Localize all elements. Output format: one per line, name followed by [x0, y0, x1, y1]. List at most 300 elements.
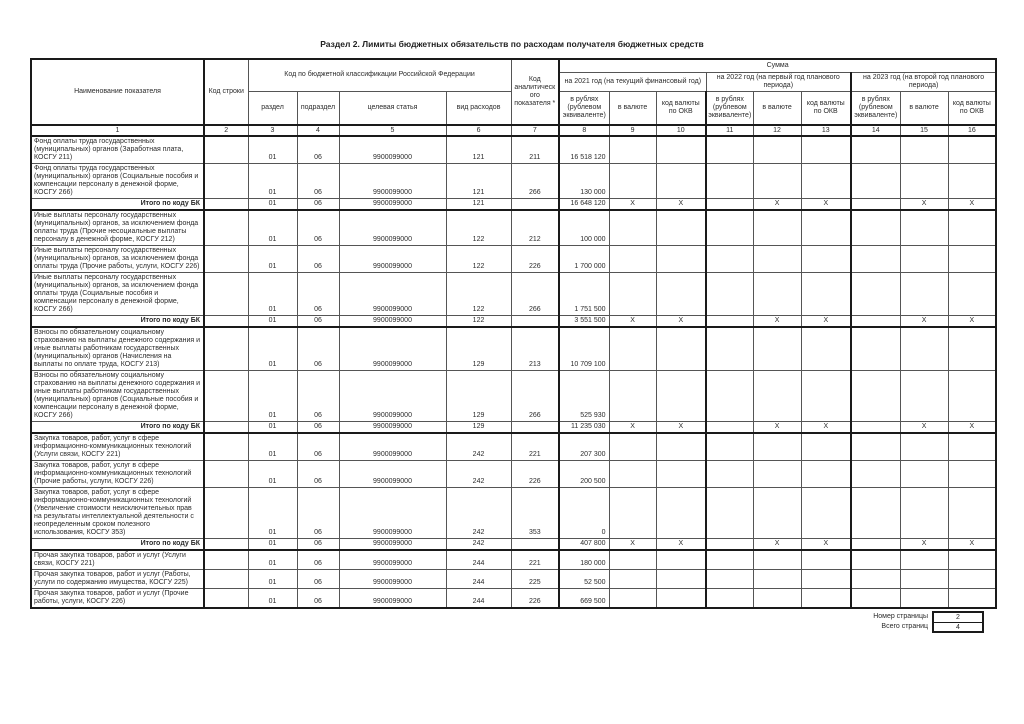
cell-col-16: [948, 570, 996, 589]
header-year-2021: на 2021 год (на текущий финансовый год): [559, 72, 706, 91]
col-number-2: 2: [204, 125, 248, 136]
cell-col-7: 226: [511, 246, 559, 273]
cell-col-7: 212: [511, 210, 559, 246]
cell-col-9: X: [609, 422, 656, 434]
cell-col-6: 242: [446, 488, 511, 539]
col-number-1: 1: [31, 125, 204, 136]
cell-indicator-name: Прочая закупка товаров, работ и услуг (Прочие работы, услуги, КОСГУ 226): [31, 589, 204, 609]
cell-indicator-name: Иные выплаты персоналу государственных (муниципальных) органов, за исключением фонда оплаты труда (Прочие несоциальные выплаты персоналу в денежной форме, КОСГУ 212): [31, 210, 204, 246]
cell-col-7: 221: [511, 550, 559, 570]
cell-col-5: 9900099000: [339, 164, 446, 199]
header-rub-2022: в рублях (рублевом эквиваленте): [706, 91, 753, 125]
cell-col-2: [204, 461, 248, 488]
header-sum-group: Сумма: [559, 59, 996, 72]
cell-col-5: 9900099000: [339, 550, 446, 570]
cell-col-13: X: [801, 422, 851, 434]
cell-col-11: [706, 550, 753, 570]
cell-col-13: [801, 589, 851, 609]
cell-col-6: 121: [446, 164, 511, 199]
cell-col-7: 213: [511, 327, 559, 371]
cell-col-10: [656, 210, 706, 246]
cell-col-15: [900, 433, 948, 461]
cell-col-4: 06: [297, 488, 339, 539]
cell-col-3: 01: [248, 589, 297, 609]
cell-col-13: [801, 371, 851, 422]
cell-col-6: 129: [446, 371, 511, 422]
table-row: [31, 570, 996, 589]
cell-col-9: [609, 136, 656, 164]
cell-col-8: 3 551 500: [559, 316, 609, 328]
cell-col-9: [609, 246, 656, 273]
col-number-7: 7: [511, 125, 559, 136]
cell-col-15: [900, 210, 948, 246]
cell-col-16: [948, 136, 996, 164]
cell-col-16: [948, 210, 996, 246]
cell-col-16: X: [948, 199, 996, 211]
cell-col-12: X: [753, 422, 801, 434]
cell-col-10: [656, 461, 706, 488]
header-okv-2021: код валюты по ОКВ: [656, 91, 706, 125]
cell-col-10: [656, 164, 706, 199]
cell-col-11: [706, 422, 753, 434]
cell-col-16: [948, 371, 996, 422]
cell-col-3: 01: [248, 136, 297, 164]
cell-col-12: X: [753, 316, 801, 328]
cell-col-14: [851, 371, 900, 422]
cell-col-11: [706, 246, 753, 273]
cell-col-10: [656, 273, 706, 316]
cell-col-11: [706, 570, 753, 589]
cell-col-14: [851, 199, 900, 211]
cell-col-3: 01: [248, 316, 297, 328]
cell-col-7: 211: [511, 136, 559, 164]
cell-col-16: [948, 550, 996, 570]
cell-col-9: X: [609, 539, 656, 551]
header-name-col: Наименование показателя: [31, 59, 204, 125]
cell-indicator-name: Итого по коду БК: [31, 422, 204, 434]
total-row: [31, 539, 996, 551]
cell-col-13: [801, 273, 851, 316]
cell-col-11: [706, 539, 753, 551]
cell-col-8: 180 000: [559, 550, 609, 570]
header-podrazdel: подраздел: [297, 91, 339, 125]
cell-col-13: X: [801, 539, 851, 551]
table-row: [31, 461, 996, 488]
table-row: [31, 327, 996, 371]
cell-indicator-name: Взносы по обязательному социальному страхованию на выплаты денежного содержания и иные выплаты работникам государственных (муниципальных) органов (Начисления на выплаты по оплате труда, КОСГУ 213): [31, 327, 204, 371]
cell-col-10: X: [656, 199, 706, 211]
cell-col-3: 01: [248, 461, 297, 488]
cell-col-7: 266: [511, 164, 559, 199]
cell-col-13: [801, 433, 851, 461]
col-number-9: 9: [609, 125, 656, 136]
col-number-8: 8: [559, 125, 609, 136]
cell-col-15: [900, 327, 948, 371]
cell-col-6: 121: [446, 199, 511, 211]
header-okv-2023: код валюты по ОКВ: [948, 91, 996, 125]
cell-col-3: 01: [248, 539, 297, 551]
cell-col-3: 01: [248, 570, 297, 589]
cell-col-9: [609, 433, 656, 461]
cell-col-2: [204, 273, 248, 316]
cell-col-11: [706, 589, 753, 609]
cell-col-5: 9900099000: [339, 433, 446, 461]
cell-col-8: 1 751 500: [559, 273, 609, 316]
cell-col-3: 01: [248, 246, 297, 273]
cell-col-13: [801, 164, 851, 199]
cell-col-15: [900, 273, 948, 316]
cell-col-6: 122: [446, 316, 511, 328]
col-number-6: 6: [446, 125, 511, 136]
cell-col-6: 129: [446, 422, 511, 434]
cell-col-5: 9900099000: [339, 199, 446, 211]
cell-col-13: [801, 136, 851, 164]
cell-col-9: [609, 371, 656, 422]
cell-col-16: [948, 589, 996, 609]
cell-col-7: 226: [511, 589, 559, 609]
page-number-value: 2: [956, 614, 960, 621]
cell-col-5: 9900099000: [339, 327, 446, 371]
cell-col-16: [948, 461, 996, 488]
cell-col-11: [706, 433, 753, 461]
header-year-2022: на 2022 год (на первый год планового периода): [706, 72, 851, 91]
cell-col-6: 244: [446, 550, 511, 570]
cell-col-13: [801, 327, 851, 371]
cell-col-4: 06: [297, 570, 339, 589]
header-line-code-col: Код строки: [204, 59, 248, 125]
cell-indicator-name: Иные выплаты персоналу государственных (муниципальных) органов, за исключением фонда оплаты труда (Социальные пособия и компенсации персоналу в денежной форме, КОСГУ 266): [31, 273, 204, 316]
total-pages-label: Всего страниц: [881, 623, 928, 630]
cell-col-15: [900, 488, 948, 539]
cell-col-9: [609, 589, 656, 609]
header-okv-2022: код валюты по ОКВ: [801, 91, 851, 125]
cell-col-4: 06: [297, 550, 339, 570]
header-currency-2022: в валюте: [753, 91, 801, 125]
cell-col-7: 266: [511, 273, 559, 316]
cell-col-14: [851, 136, 900, 164]
cell-col-2: [204, 539, 248, 551]
cell-col-6: 244: [446, 589, 511, 609]
cell-indicator-name: Взносы по обязательному социальному страхованию на выплаты денежного содержания и иные выплаты работникам государственных (муниципальных) органов (Социальные пособия и компенсации персоналу в денежной форме, КОСГУ 266): [31, 371, 204, 422]
cell-col-9: X: [609, 316, 656, 328]
cell-col-7: 266: [511, 371, 559, 422]
cell-col-14: [851, 210, 900, 246]
table-body: [31, 136, 996, 608]
header-bk-group: Код по бюджетной классификации Российской Федерации: [248, 59, 511, 91]
cell-col-8: 407 800: [559, 539, 609, 551]
cell-col-10: [656, 433, 706, 461]
cell-indicator-name: Фонд оплаты труда государственных (муниципальных) органов (Заработная плата, КОСГУ 211): [31, 136, 204, 164]
cell-col-14: [851, 539, 900, 551]
header-year-2023: на 2023 год (на второй год планового периода): [851, 72, 996, 91]
cell-col-7: [511, 422, 559, 434]
cell-col-15: X: [900, 539, 948, 551]
cell-col-11: [706, 199, 753, 211]
cell-col-5: 9900099000: [339, 461, 446, 488]
table-row: [31, 164, 996, 199]
cell-col-3: 01: [248, 164, 297, 199]
header-row-numbers: [31, 125, 996, 136]
cell-col-9: [609, 164, 656, 199]
cell-col-6: 122: [446, 210, 511, 246]
cell-indicator-name: Итого по коду БК: [31, 199, 204, 211]
cell-col-7: [511, 316, 559, 328]
col-number-14: 14: [851, 125, 900, 136]
cell-col-10: [656, 570, 706, 589]
cell-col-2: [204, 210, 248, 246]
cell-col-13: [801, 488, 851, 539]
header-currency-2021: в валюте: [609, 91, 656, 125]
cell-col-14: [851, 550, 900, 570]
cell-col-2: [204, 589, 248, 609]
cell-col-12: [753, 210, 801, 246]
header-razdel: раздел: [248, 91, 297, 125]
table-row: [31, 136, 996, 164]
cell-col-12: [753, 488, 801, 539]
cell-col-8: 0: [559, 488, 609, 539]
cell-col-10: [656, 246, 706, 273]
cell-col-8: 52 500: [559, 570, 609, 589]
cell-col-4: 06: [297, 461, 339, 488]
cell-col-2: [204, 199, 248, 211]
cell-col-8: 1 700 000: [559, 246, 609, 273]
cell-col-3: 01: [248, 210, 297, 246]
cell-col-7: 225: [511, 570, 559, 589]
cell-col-6: 242: [446, 539, 511, 551]
cell-col-9: [609, 488, 656, 539]
cell-col-4: 06: [297, 164, 339, 199]
page-title: Раздел 2. Лимиты бюджетных обязательств по расходам получателя бюджетных средств: [320, 39, 704, 49]
cell-indicator-name: Закупка товаров, работ, услуг в сфере информационно-коммуникационных технологий (Увеличение стоимости неисключительных прав на результаты интеллектуальной деятельности с неопределенным сроком полезного использования, КОСГУ 353): [31, 488, 204, 539]
total-row: [31, 199, 996, 211]
cell-col-12: [753, 164, 801, 199]
cell-col-15: [900, 570, 948, 589]
header-target-article: целевая статья: [339, 91, 446, 125]
cell-col-14: [851, 488, 900, 539]
col-number-16: 16: [948, 125, 996, 136]
cell-col-5: 9900099000: [339, 422, 446, 434]
cell-col-4: 06: [297, 273, 339, 316]
cell-col-9: [609, 570, 656, 589]
cell-col-6: 121: [446, 136, 511, 164]
cell-col-3: 01: [248, 371, 297, 422]
cell-col-8: 200 500: [559, 461, 609, 488]
cell-col-12: [753, 136, 801, 164]
col-number-15: 15: [900, 125, 948, 136]
cell-col-16: X: [948, 539, 996, 551]
cell-col-9: [609, 550, 656, 570]
cell-col-2: [204, 164, 248, 199]
cell-col-14: [851, 246, 900, 273]
cell-col-15: [900, 164, 948, 199]
cell-col-16: [948, 164, 996, 199]
cell-indicator-name: Итого по коду БК: [31, 539, 204, 551]
cell-col-12: [753, 327, 801, 371]
cell-col-3: 01: [248, 199, 297, 211]
cell-indicator-name: Прочая закупка товаров, работ и услуг (Работы, услуги по содержанию имущества, КОСГУ 225): [31, 570, 204, 589]
cell-col-5: 9900099000: [339, 136, 446, 164]
page-number-label: Номер страницы: [873, 613, 928, 620]
cell-col-5: 9900099000: [339, 371, 446, 422]
cell-col-12: [753, 570, 801, 589]
cell-col-5: 9900099000: [339, 488, 446, 539]
cell-indicator-name: Иные выплаты персоналу государственных (муниципальных) органов, за исключением фонда оплаты труда (Прочие работы, услуги, КОСГУ 226): [31, 246, 204, 273]
cell-col-6: 242: [446, 433, 511, 461]
total-row: [31, 422, 996, 434]
cell-col-15: [900, 246, 948, 273]
cell-col-10: X: [656, 422, 706, 434]
cell-col-13: [801, 246, 851, 273]
cell-col-15: X: [900, 199, 948, 211]
cell-col-15: [900, 136, 948, 164]
cell-col-5: 9900099000: [339, 539, 446, 551]
cell-col-6: 244: [446, 570, 511, 589]
cell-col-7: 353: [511, 488, 559, 539]
cell-col-3: 01: [248, 327, 297, 371]
cell-col-6: 122: [446, 273, 511, 316]
cell-col-12: [753, 589, 801, 609]
table-row: [31, 433, 996, 461]
cell-col-9: [609, 327, 656, 371]
cell-col-7: 221: [511, 433, 559, 461]
cell-col-13: [801, 461, 851, 488]
cell-col-4: 06: [297, 327, 339, 371]
col-number-4: 4: [297, 125, 339, 136]
cell-col-3: 01: [248, 550, 297, 570]
cell-col-6: 242: [446, 461, 511, 488]
cell-col-2: [204, 246, 248, 273]
cell-col-11: [706, 327, 753, 371]
cell-col-2: [204, 136, 248, 164]
cell-col-16: [948, 273, 996, 316]
table-row: [31, 488, 996, 539]
total-row: [31, 316, 996, 328]
header-expense-type: вид расходов: [446, 91, 511, 125]
cell-col-11: [706, 371, 753, 422]
table-header: [31, 59, 996, 136]
cell-col-11: [706, 488, 753, 539]
table-row: [31, 210, 996, 246]
cell-col-3: 01: [248, 273, 297, 316]
cell-col-12: [753, 273, 801, 316]
cell-col-14: [851, 433, 900, 461]
cell-col-13: [801, 570, 851, 589]
cell-col-8: 207 300: [559, 433, 609, 461]
cell-col-15: [900, 589, 948, 609]
table-row: [31, 550, 996, 570]
cell-col-5: 9900099000: [339, 570, 446, 589]
cell-col-16: X: [948, 422, 996, 434]
cell-col-5: 9900099000: [339, 273, 446, 316]
cell-col-12: [753, 550, 801, 570]
header-rub-2023: в рублях (рублевом эквиваленте): [851, 91, 900, 125]
col-number-10: 10: [656, 125, 706, 136]
cell-col-4: 06: [297, 539, 339, 551]
cell-col-3: 01: [248, 488, 297, 539]
col-number-3: 3: [248, 125, 297, 136]
cell-col-15: [900, 461, 948, 488]
budget-limits-table: [30, 58, 997, 609]
cell-col-3: 01: [248, 422, 297, 434]
cell-indicator-name: Закупка товаров, работ, услуг в сфере информационно-коммуникационных технологий (Услуги связи, КОСГУ 221): [31, 433, 204, 461]
cell-indicator-name: Фонд оплаты труда государственных (муниципальных) органов (Социальные пособия и компенсации персоналу в денежной форме, КОСГУ 266): [31, 164, 204, 199]
cell-col-15: X: [900, 316, 948, 328]
cell-col-5: 9900099000: [339, 316, 446, 328]
cell-col-2: [204, 488, 248, 539]
cell-col-14: [851, 422, 900, 434]
cell-indicator-name: Закупка товаров, работ, услуг в сфере информационно-коммуникационных технологий (Прочие работы, услуги, КОСГУ 226): [31, 461, 204, 488]
table-row: [31, 246, 996, 273]
header-row-groups: [31, 59, 996, 72]
cell-col-12: [753, 371, 801, 422]
cell-col-10: [656, 589, 706, 609]
col-number-12: 12: [753, 125, 801, 136]
cell-col-12: [753, 461, 801, 488]
cell-col-14: [851, 316, 900, 328]
cell-col-4: 06: [297, 433, 339, 461]
cell-col-4: 06: [297, 589, 339, 609]
cell-col-9: [609, 210, 656, 246]
cell-col-11: [706, 210, 753, 246]
cell-col-14: [851, 164, 900, 199]
table-row: [31, 371, 996, 422]
cell-col-8: 130 000: [559, 164, 609, 199]
cell-col-8: 525 930: [559, 371, 609, 422]
cell-col-6: 129: [446, 327, 511, 371]
cell-col-16: [948, 246, 996, 273]
cell-col-6: 122: [446, 246, 511, 273]
cell-col-15: [900, 550, 948, 570]
cell-col-13: X: [801, 316, 851, 328]
cell-col-2: [204, 327, 248, 371]
cell-col-8: 16 648 120: [559, 199, 609, 211]
cell-col-10: [656, 550, 706, 570]
cell-col-10: [656, 327, 706, 371]
cell-col-11: [706, 136, 753, 164]
cell-col-7: [511, 199, 559, 211]
cell-col-3: 01: [248, 433, 297, 461]
cell-col-11: [706, 316, 753, 328]
cell-col-10: X: [656, 539, 706, 551]
cell-col-11: [706, 461, 753, 488]
cell-col-2: [204, 316, 248, 328]
page-number-box: [932, 611, 984, 633]
cell-col-2: [204, 570, 248, 589]
cell-col-13: [801, 550, 851, 570]
table-row: [31, 273, 996, 316]
cell-col-8: 669 500: [559, 589, 609, 609]
cell-col-16: X: [948, 316, 996, 328]
header-currency-2023: в валюте: [900, 91, 948, 125]
cell-col-8: 11 235 030: [559, 422, 609, 434]
cell-col-14: [851, 327, 900, 371]
cell-col-10: [656, 371, 706, 422]
cell-col-9: [609, 461, 656, 488]
cell-col-14: [851, 273, 900, 316]
cell-col-14: [851, 589, 900, 609]
cell-col-11: [706, 273, 753, 316]
col-number-13: 13: [801, 125, 851, 136]
cell-col-10: [656, 488, 706, 539]
cell-col-15: X: [900, 422, 948, 434]
cell-col-16: [948, 488, 996, 539]
footer-labels: [852, 611, 928, 633]
cell-col-2: [204, 433, 248, 461]
cell-col-4: 06: [297, 199, 339, 211]
cell-col-2: [204, 550, 248, 570]
cell-col-5: 9900099000: [339, 589, 446, 609]
cell-col-7: 226: [511, 461, 559, 488]
